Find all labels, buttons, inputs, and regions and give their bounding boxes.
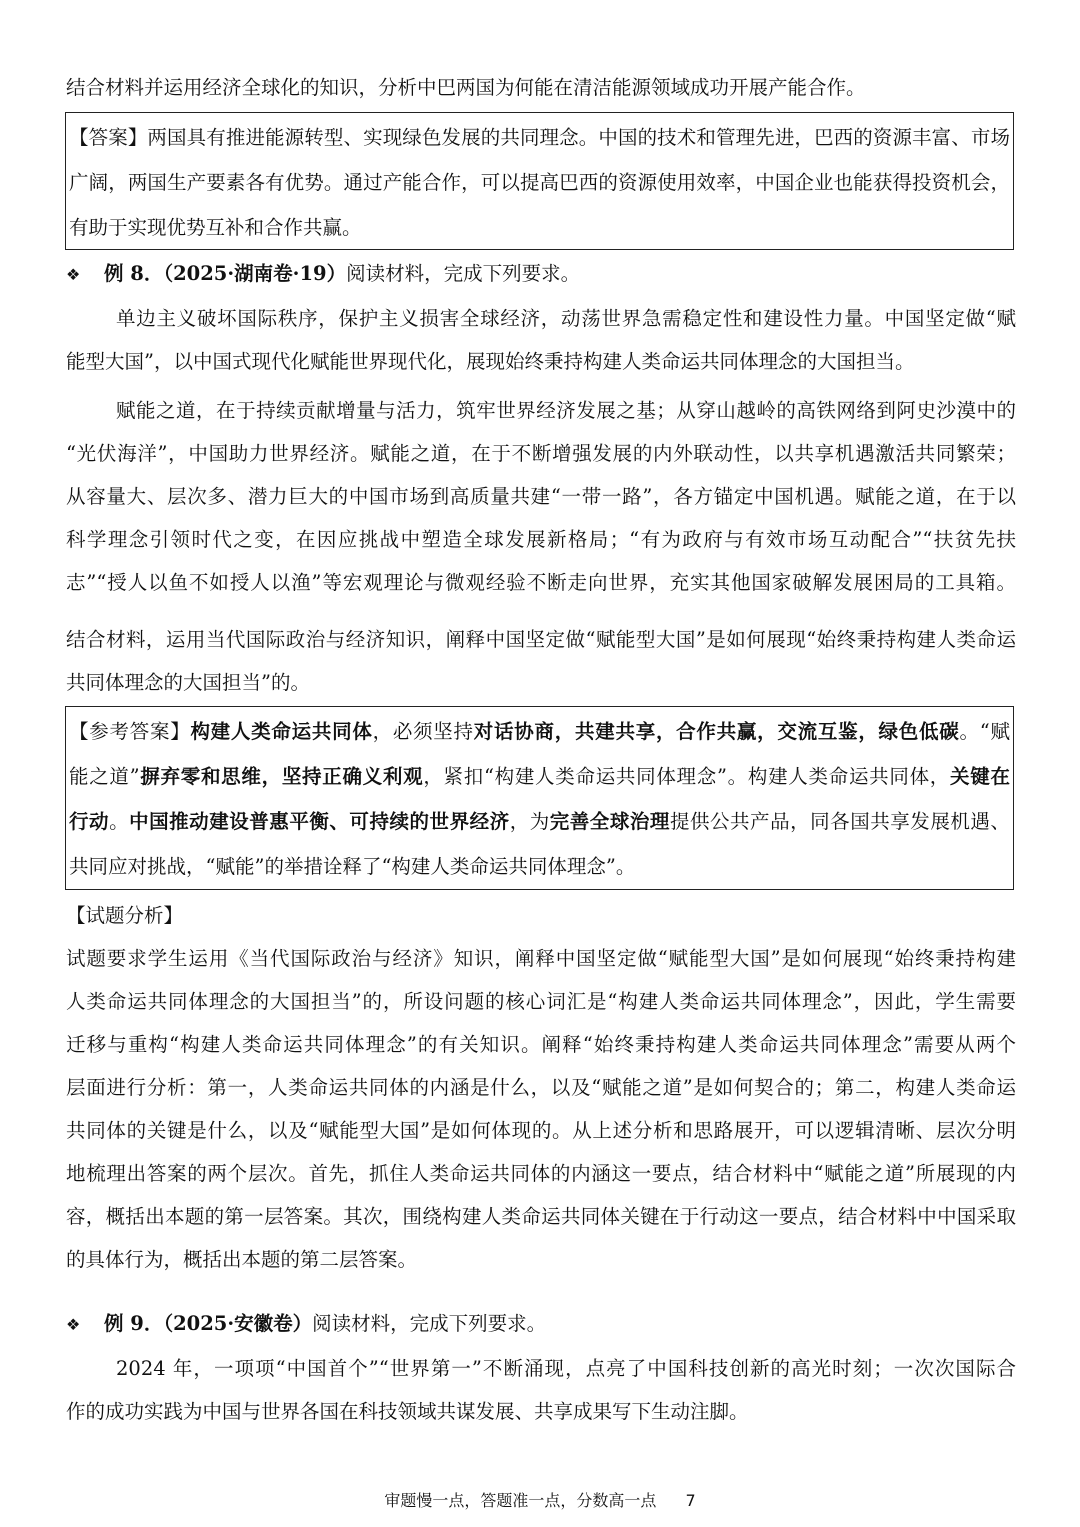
example-9-label: 例 9．（2025·安徽卷） xyxy=(104,1312,313,1335)
answer-text: ，为 xyxy=(509,810,550,833)
answer-line-3 xyxy=(69,799,1010,844)
material-line: “光伏海洋”，中国助力世界经济。赋能之道，在于不断增强发展的内外联动性，以共享机遇激活共同繁荣； xyxy=(66,442,1016,465)
analysis-line: 人类命运共同体理念的大国担当”的，所设问题的核心词汇是“构建人类命运共同体理念”，因此，学生需要 xyxy=(66,990,1016,1013)
answer-key-phrase: 对话协商，共建共享，合作共赢，交流互鉴，绿色低碳 xyxy=(473,720,960,743)
footer-slogan: 审题慢一点，答题准一点，分数高一点 xyxy=(384,1491,657,1510)
analysis-text xyxy=(66,937,1016,1281)
example-8-material-p2 xyxy=(66,389,1016,604)
page-number: 7 xyxy=(685,1491,696,1510)
analysis-line: 层面进行分析：第一，人类命运共同体的内涵是什么，以及“赋能之道”是如何契合的；第二，构建人类命运 xyxy=(66,1076,1016,1099)
answer-line-4: 共同应对挑战，“赋能”的举措诠释了“构建人类命运共同体理念”。 xyxy=(69,855,636,878)
answer-box-1 xyxy=(65,112,1014,250)
example-8-instruction: 阅读材料，完成下列要求。 xyxy=(346,262,581,285)
answer-key-phrase: 完善全球治理 xyxy=(549,810,670,833)
material-line: 赋能之道，在于持续贡献增量与活力，筑牢世界经济发展之基；从穿山越岭的高铁网络到阿史沙漠中的 xyxy=(116,399,1016,422)
answer-box-2 xyxy=(65,706,1014,890)
page-footer xyxy=(0,1488,1080,1511)
answer-text: 提供公共产品，同各国共享发展机遇、 xyxy=(669,810,1010,833)
answer-text: 能之道” xyxy=(69,765,140,788)
material-line: 科学理念引领时代之变，在因应挑战中塑造全球发展新格局；“有为政府与有效市场互动配合”“扶贫先扶 xyxy=(66,528,1016,551)
material-line: 从容量大、层次多、潜力巨大的中国市场到高质量共建“一带一路”，各方锚定中国机遇。赋能之道，在于以 xyxy=(66,485,1016,508)
answer-text: 。“赋 xyxy=(959,720,1010,743)
diamond-bullet-icon: ❖ xyxy=(66,265,81,284)
analysis-line: 试题要求学生运用《当代国际政治与经济》知识，阐释中国坚定做“赋能型大国”是如何展现“始终秉持构建 xyxy=(66,947,1016,970)
intro-question: 结合材料并运用经济全球化的知识，分析中巴两国为何能在清洁能源领域成功开展产能合作。 xyxy=(66,76,866,99)
answer-key-phrase: 中国推动建设普惠平衡、可持续的世界经济 xyxy=(129,810,510,833)
analysis-line: 迁移与重构“构建人类命运共同体理念”的有关知识。阐释“始终秉持构建人类命运共同体理念”需要从两个 xyxy=(66,1033,1016,1056)
example-9-material xyxy=(66,1347,1016,1433)
analysis-line: 共同体的关键是什么，以及“赋能型大国”是如何体现的。从上述分析和思路展开，可以逻辑清晰、层次分明 xyxy=(66,1119,1016,1142)
answer-key-phrase: 摒弃零和思维，坚持正确义利观 xyxy=(139,765,424,788)
material-line: 2024 年，一项项“中国首个”“世界第一”不断涌现，点亮了中国科技创新的高光时刻；一次次国际合 xyxy=(116,1357,1016,1380)
analysis-heading: 【试题分析】 xyxy=(66,904,184,927)
question-line: 结合材料，运用当代国际政治与经济知识，阐释中国坚定做“赋能型大国”是如何展现“始终秉持构建人类命运 xyxy=(66,628,1016,651)
answer-text: ，必须坚持 xyxy=(372,720,474,743)
answer-line: 有助于实现优势互补和合作共赢。 xyxy=(69,216,362,239)
answer-key-phrase: 行动 xyxy=(69,810,110,833)
answer-key-phrase: 构建人类命运共同体 xyxy=(190,720,373,743)
diamond-bullet-icon: ❖ xyxy=(66,1315,81,1334)
example-8-label: 例 8．（2025·湖南卷·19） xyxy=(104,262,347,285)
answer-text: ，紧扣“构建人类命运共同体理念”。构建人类命运共同体， xyxy=(423,765,951,788)
answer-line-2 xyxy=(69,754,1010,799)
answer-text: 。 xyxy=(109,810,130,833)
material-line: 志”“授人以鱼不如授人以渔”等宏观理论与微观经验不断走向世界，充实其他国家破解发展困局的工具箱。 xyxy=(66,571,1016,594)
answer-line: 【答案】两国具有推进能源转型、实现绿色发展的共同理念。中国的技术和管理先进，巴西的资源丰富、市场 xyxy=(69,126,1010,149)
answer-line-1 xyxy=(69,709,1010,754)
example-8-heading xyxy=(66,264,580,284)
question-line: 共同体理念的大国担当”的。 xyxy=(66,671,310,694)
material-line: 作的成功实践为中国与世界各国在科技领域共谋发展、共享成果写下生动注脚。 xyxy=(66,1400,749,1423)
analysis-line: 容，概括出本题的第一层答案。其次，围绕构建人类命运共同体关键在于行动这一要点，结合材料中中国采取 xyxy=(66,1205,1016,1228)
example-8-material-p1 xyxy=(66,297,1016,383)
material-line: 能型大国”，以中国式现代化赋能世界现代化，展现始终秉持构建人类命运共同体理念的大国担当。 xyxy=(66,350,915,373)
analysis-line: 地梳理出答案的两个层次。首先，抓住人类命运共同体的内涵这一要点，结合材料中“赋能之道”所展现的内 xyxy=(66,1162,1016,1185)
answer-label: 【参考答案】 xyxy=(69,720,191,743)
example-9-heading xyxy=(66,1314,546,1334)
example-9-instruction: 阅读材料，完成下列要求。 xyxy=(312,1312,547,1335)
answer-line: 广阔，两国生产要素各有优势。通过产能合作，可以提高巴西的资源使用效率，中国企业也能获得投资机会， xyxy=(69,171,1010,194)
answer-key-phrase: 关键在 xyxy=(950,765,1010,788)
example-8-question xyxy=(66,618,1016,704)
material-line: 单边主义破坏国际秩序，保护主义损害全球经济，动荡世界急需稳定性和建设性力量。中国坚定做“赋 xyxy=(116,307,1016,330)
analysis-line: 的具体行为，概括出本题的第二层答案。 xyxy=(66,1248,418,1271)
